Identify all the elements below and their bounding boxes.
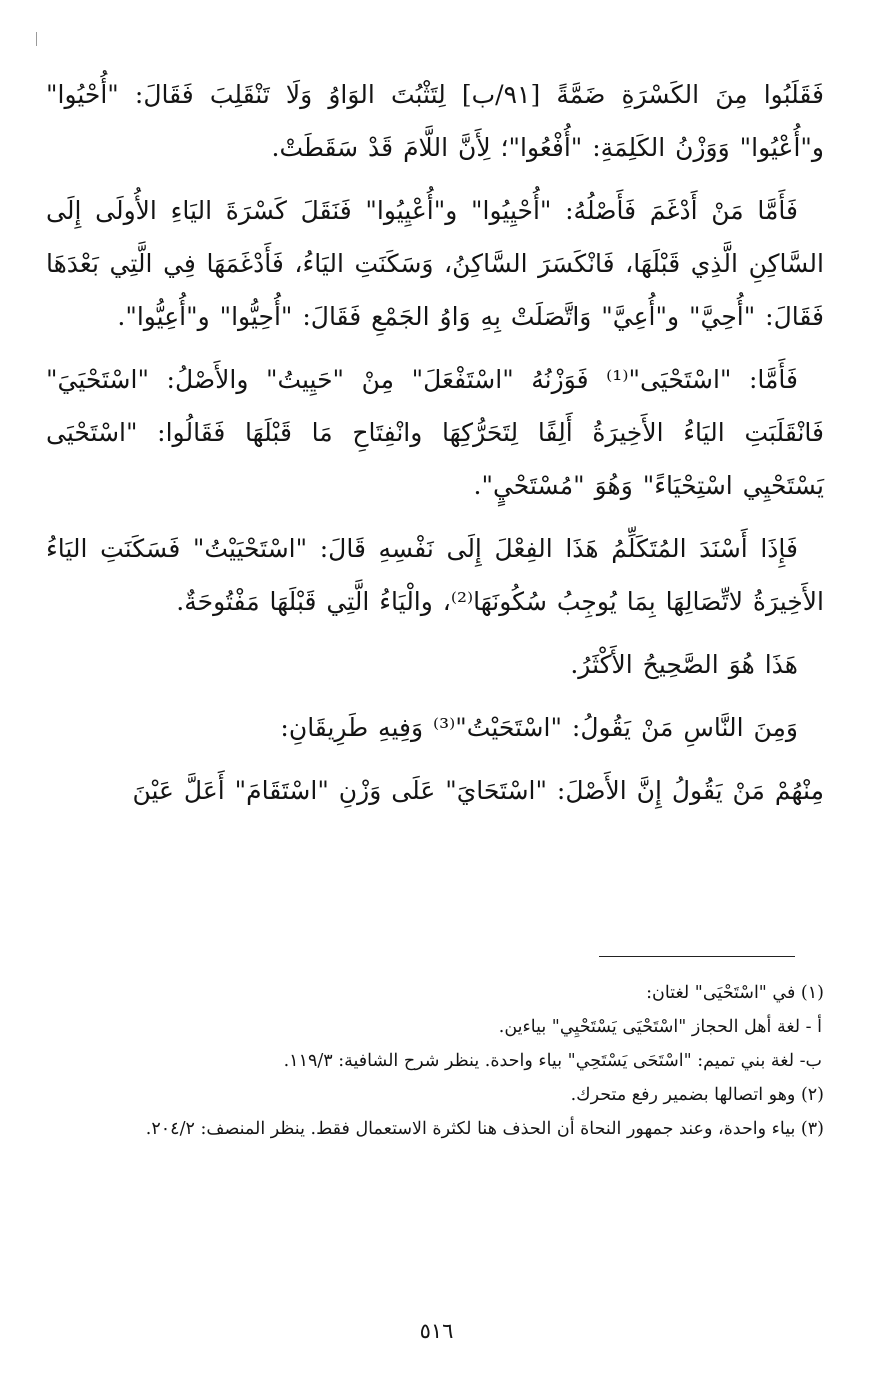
paragraph: فَقَلَبُوا مِنَ الكَسْرَةِ ضَمَّةً [٩١/ب] لِتَثْبُتَ الوَاوُ وَلَا تَنْقَلِبَ فَقَالَ: "أُحْيُوا" و"أُعْيُوا" وَوَزْنُ الكَلِمَةِ: "أُفْعُوا"؛ لِأَنَّ اللَّامَ قَدْ سَقَطَتْ. [46,80,825,162]
footnote-3: (٣) بياء واحدة، وعند جمهور النحاة أن الحذف هنا لكثرة الاستعمال فقط. ينظر المنصف: ٢٠٤/٢. [145,1119,824,1139]
footnote-separator [599,956,795,957]
paragraph: فَأَمَّا مَنْ أَدْغَمَ فَأَصْلُهُ: "أُحْيِيُوا" و"أُعْيِيُوا" فَنَقَلَ كَسْرَةَ اليَاءِ الأُولَى إِلَى السَّاكِنِ الَّذِي قَبْلَهَا، فَانْكَسَرَ السَّاكِنُ، وَسَكَنَتِ اليَاءُ، فَأَدْغَمَهَا فِي الَّتِي بَعْدَهَا فَقَالَ: "أُحِيَّ" و"أُعِيَّ" وَاتَّصَلَتْ بِهِ وَاوُ الجَمْعِ فَقَالَ: "أُحِيُّوا" و"أُعِيُّوا". [46,196,824,331]
scan-corner-mark [36,32,37,46]
paragraph: هَذَا هُوَ الصَّحِيحُ الأَكْثَرُ. [570,650,798,679]
paragraph: فَأَمَّا: "اسْتَحْيَى"⁽¹⁾ فَوَزْنُهُ "اسْتَفْعَلَ" مِنْ "حَيِيتُ" والأَصْلُ: "اسْتَحْيَيَ" فَانْقَلَبَتِ اليَاءُ الأَخِيرَةُ أَلِفًا لِتَحَرُّكِهَا وانْفِتَاحِ مَا قَبْلَهَا فَقَالُوا: "اسْتَحْيَى يَسْتَحْيِي اسْتِحْيَاءً" وَهُوَ "مُسْتَحْيٍ". [46,365,824,500]
paragraph: فَإِذَا أَسْنَدَ المُتَكَلِّمُ هَذَا الفِعْلَ إِلَى نَفْسِهِ قَالَ: "اسْتَحْيَيْتُ" فَسَكَنَتِ اليَاءُ الأَخِيرَةُ لاتِّصَالِهَا بِمَا يُوجِبُ سُكُونَهَا⁽²⁾، والْيَاءُ الَّتِي قَبْلَهَا مَفْتُوحَةٌ. [46,534,824,616]
footnote-1: (١) في "اسْتَحْيَى" لغتان: [646,983,824,1003]
footnote-1-item-b: ب- لغة بني تميم: "اسْتَحَى يَسْتَحِي" بياء واحدة. ينظر شرح الشافية: ١١٩/٣. [283,1051,822,1071]
page-number: ٥١٦ [419,1319,454,1343]
footnote-1-item-a: أ - لغة أهل الحجاز "اسْتَحْيَى يَسْتَحْيِي" بياءين. [498,1017,822,1037]
paragraph: مِنْهُمْ مَنْ يَقُولُ إِنَّ الأَصْلَ: "اسْتَحَايَ" عَلَى وَزْنِ "اسْتَقَامَ" أَعَلَّ عَيْنَ [132,776,824,805]
footnote-2: (٢) وهو اتصالها بضمير رفع متحرك. [570,1085,824,1105]
main-text-body [46,68,824,827]
footnotes [46,976,824,1146]
paragraph: وَمِنَ النَّاسِ مَنْ يَقُولُ: "اسْتَحَيْتُ"⁽³⁾ وَفِيهِ طَرِيقَانِ: [280,713,798,742]
